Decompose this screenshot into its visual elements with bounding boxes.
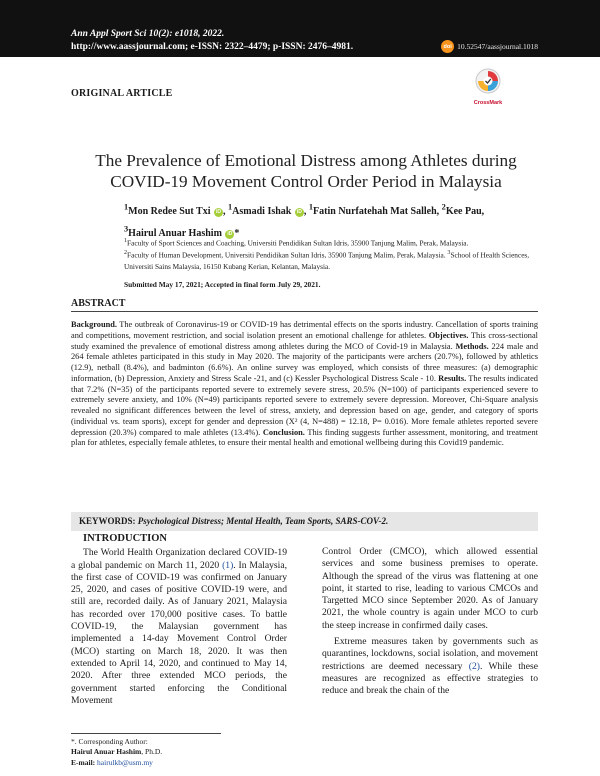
crossmark-icon bbox=[475, 68, 501, 94]
abstract-rule bbox=[71, 311, 538, 312]
crossmark-label: CrossMark bbox=[473, 100, 503, 106]
journal-citation: Ann Appl Sport Sci 10(2): e1018, 2022. bbox=[71, 29, 225, 39]
abstract-heading: ABSTRACT bbox=[71, 298, 126, 309]
orcid-icon[interactable]: iD bbox=[227, 230, 233, 237]
paragraph: The World Health Organization declared COVID-19 a global pandemic on March 11, 2020 (1). In Malaysia, the first case of COVID-19 was confirmed on January 25, 2020, and cases of positive COVID-19 were, and still are, recorded daily. As of January 2021, Malaysia has recorded over 170,000 positive cases. To battle COVID-19, the Malaysian government has implemented a 14-day Movement Control Order (MCO) starting on March 18, 2020. It was then extended to April 14, 2020, and continued to May 14, 2020. After three extended MCO periods, the government started enforcing the Conditional Movement bbox=[71, 547, 287, 706]
keywords-box bbox=[71, 512, 538, 531]
affiliation: School of Health Sciences, Universiti Sains Malaysia, 16150 Kubang Kerian, Kelantan, Malaysia. bbox=[124, 250, 530, 271]
introduction-heading: INTRODUCTION bbox=[83, 533, 168, 544]
affiliations: $^1$Faculty of Sport Sciences and Coaching, Universiti Pendidikan Sultan Idris, 35900 Tanjung Malim, Perak, Malaysia. $^2$Faculty of Human Development, Universiti Pendidikan Sultan Idris, 35900 Tanjung Malim, Perak, Malaysia. $^3$School of Health Sciences, Universiti Sains Malaysia, 16150 Kubang Kerian, Kelantan, Malaysia. bbox=[124, 238, 530, 271]
journal-header-bar bbox=[0, 0, 600, 57]
article-type: ORIGINAL ARTICLE bbox=[71, 88, 173, 99]
submission-dates: Submitted May 17, 2021; Accepted in final form July 29, 2021. bbox=[124, 280, 321, 289]
abstract-body: Background. The outbreak of Coronavirus-19 or COVID-19 has detrimental effects on the sports industry. Cancellation of sports training and competitions, movement restriction, and social isolation present an emotional challenge for athletes. Objectives. This cross-sectional study examined the prevalence of emotional distress among athletes during the MCO of Covid-19 in Malaysia. Methods. 224 male and 264 female athletes participated in this study in May 2020. The majority of the participants were archers (20.7%), followed by athletics (12.9), netball (8.4%), and badminton (6.6%). An online survey was employed, which consists of three measures: (a) demographic information, (b) Depression, Anxiety and Stress Scale -21, and (c) Kessler Psychological Distress Scale - 10. Results. The results indicated that 7.2% (N=35) of the participants reported severe to extremely severe stress, 20.5% (N=100) of participants experienced severe to extremely severe anxiety, and 10% (N=49) participants reported severe to extremely severe depression. Moreover, Chi-Square analysis revealed no significant differences between the level of stress, anxiety, and depression based on age, gender, and category of sports (individual vs. team sports), except for gender and depression (X² (4, N=488) = 12.18, P= 0.016). More female athletes reported severe depression (20.3%) compared to male athletes (13.4%). Conclusion. This finding suggests further assessment, monitoring, and treatment plan for athletes, especially female athletes, to ensure their mental health and emotional wellbeing during this Covid19 pandemic. bbox=[71, 320, 539, 448]
paragraph: Extreme measures taken by governments such as quarantines, lockdowns, social isolation, and movement restrictions are deemed necessary (2). While these measures are recognized as effective strategies to reduce and break the chain of the bbox=[322, 636, 538, 697]
corresponding-author-footnote: *. Corresponding Author: Hairul Anuar Hashim, Ph.D. E-mail: hairulkb@usm.my bbox=[71, 737, 163, 767]
keywords-heading: KEYWORDS: bbox=[79, 516, 136, 526]
author: $^2$Kee Pau, bbox=[441, 203, 485, 218]
article-title: The Prevalence of Emotional Distress among Athletes during COVID-19 Movement Control Order Period in Malaysia bbox=[95, 151, 517, 191]
orcid-icon[interactable]: iD bbox=[296, 209, 302, 216]
doi-link[interactable] bbox=[441, 40, 538, 53]
reference-link[interactable]: (2) bbox=[468, 660, 480, 672]
crossmark-badge[interactable] bbox=[468, 68, 508, 106]
doi-icon: doi bbox=[441, 40, 454, 53]
orcid-icon[interactable]: iD bbox=[216, 209, 221, 216]
journal-issn-line[interactable]: http://www.aassjournal.com; e-ISSN: 2322–4479; p-ISSN: 2476–4981. bbox=[71, 42, 354, 52]
footnote-rule bbox=[71, 733, 221, 734]
keywords-list: Psychological Distress; Mental Health, Team Sports, SARS-COV-2. bbox=[137, 516, 389, 526]
body-column-left bbox=[71, 533, 287, 707]
body-column-right bbox=[322, 546, 538, 698]
reference-link[interactable]: (1) bbox=[222, 559, 234, 571]
author[interactable]: $^1$Asmadi Ishak iD , bbox=[228, 203, 309, 218]
author[interactable]: $^1$Mon Redee Sut Txi iD , bbox=[124, 203, 228, 218]
affiliation: Faculty of Sport Sciences and Coaching, Universiti Pendidikan Sultan Idris, 35900 Tanjung Malim, Perak, Malaysia. bbox=[127, 238, 469, 248]
author: $^1$Fatin Nurfatehah Mat Salleh, bbox=[308, 203, 442, 218]
author-email-link[interactable]: hairulkb@usm.my bbox=[97, 757, 153, 767]
affiliation: Faculty of Human Development, Universiti Pendidikan Sultan Idris, 35900 Tanjung Malim, Perak, Malaysia. bbox=[127, 250, 448, 260]
paragraph: Control Order (CMCO), which allowed essential services and some business premises to operate. Although the spread of the virus was flattening at one point, it started to rise, leading to various CMCOs and Targetted MCO since September 2020. As of January 2021, the whole country is again under MCO to curb the steep increase in confirmed daily cases. bbox=[322, 546, 538, 631]
author[interactable]: $^3$Hairul Anuar Hashim iD * bbox=[124, 224, 240, 239]
doi-text: 10.52547/aassjournal.1018 bbox=[457, 42, 538, 51]
